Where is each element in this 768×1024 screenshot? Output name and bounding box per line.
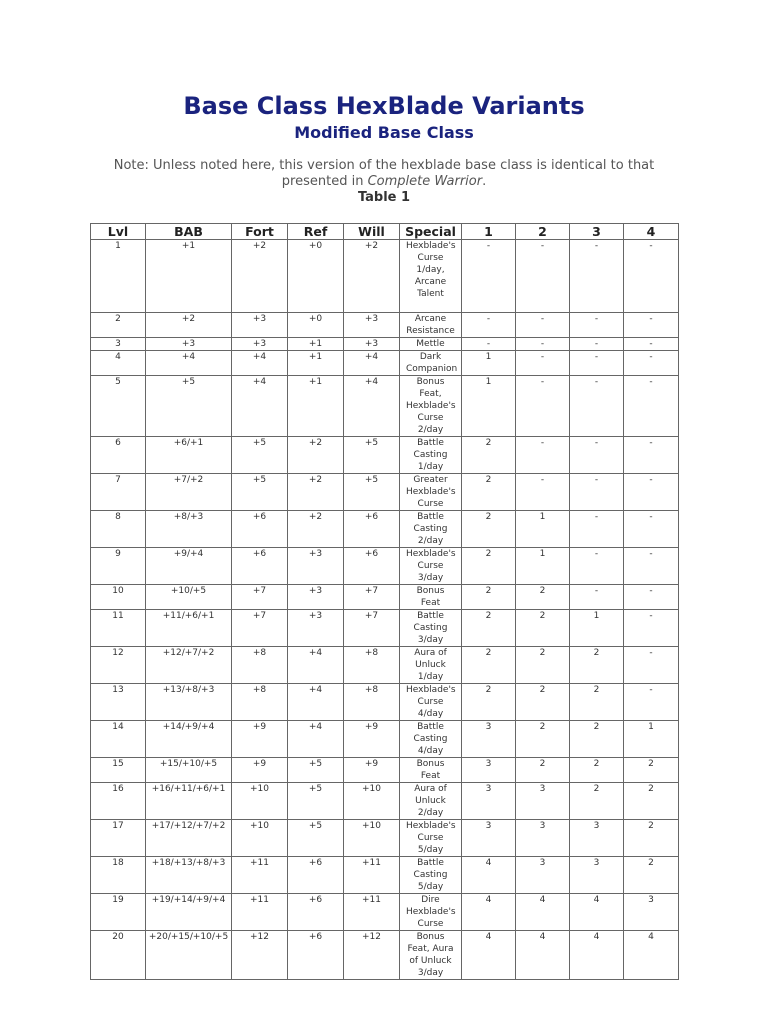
column-header-special: Special — [400, 224, 462, 240]
cell-ref: +4 — [288, 721, 344, 758]
cell-ref: +5 — [288, 783, 344, 820]
column-header-will: Will — [344, 224, 400, 240]
cell-ref: +2 — [288, 437, 344, 474]
cell-slot-2: 1 — [516, 548, 570, 585]
cell-bab: +16/+11/+6/+1 — [146, 783, 232, 820]
table-row — [91, 240, 679, 313]
cell-slot-4: - — [624, 610, 679, 647]
cell-slot-1: - — [462, 338, 516, 351]
cell-special: Aura of Unluck 1/day — [400, 647, 462, 684]
cell-slot-4: - — [624, 351, 679, 376]
cell-slot-2: - — [516, 338, 570, 351]
cell-fort: +7 — [232, 610, 288, 647]
cell-slot-2: 2 — [516, 721, 570, 758]
cell-slot-1: 3 — [462, 758, 516, 783]
cell-ref: +2 — [288, 474, 344, 511]
cell-fort: +6 — [232, 511, 288, 548]
cell-bab: +20/+15/+10/+5 — [146, 931, 232, 980]
table-row — [91, 338, 679, 351]
cell-will: +4 — [344, 351, 400, 376]
table-body — [91, 240, 679, 980]
cell-slot-1: - — [462, 240, 516, 313]
table-row — [91, 931, 679, 980]
note-paragraph — [112, 158, 656, 190]
table-row — [91, 647, 679, 684]
cell-special: Bonus Feat — [400, 585, 462, 610]
note-suffix: . — [482, 174, 487, 189]
cell-slot-1: 2 — [462, 474, 516, 511]
cell-fort: +12 — [232, 931, 288, 980]
cell-special: Arcane Resistance — [400, 313, 462, 338]
cell-slot-3: - — [570, 240, 624, 313]
cell-slot-1: 2 — [462, 585, 516, 610]
cell-fort: +9 — [232, 721, 288, 758]
cell-ref: +2 — [288, 511, 344, 548]
table-row — [91, 610, 679, 647]
cell-will: +5 — [344, 437, 400, 474]
cell-slot-3: 3 — [570, 857, 624, 894]
cell-slot-3: - — [570, 376, 624, 437]
cell-ref: +1 — [288, 338, 344, 351]
cell-fort: +3 — [232, 338, 288, 351]
cell-lvl: 3 — [91, 338, 146, 351]
table-caption: Table 1 — [357, 190, 411, 205]
cell-bab: +17/+12/+7/+2 — [146, 820, 232, 857]
cell-special: Bonus Feat, Aura of Unluck 3/day — [400, 931, 462, 980]
cell-slot-3: - — [570, 474, 624, 511]
cell-slot-3: - — [570, 351, 624, 376]
cell-special: Dark Companion — [400, 351, 462, 376]
cell-slot-2: 2 — [516, 684, 570, 721]
cell-will: +8 — [344, 684, 400, 721]
cell-will: +8 — [344, 647, 400, 684]
cell-fort: +4 — [232, 351, 288, 376]
cell-special: Aura of Unluck 2/day — [400, 783, 462, 820]
cell-will: +11 — [344, 857, 400, 894]
page-subtitle: Modified Base Class — [294, 123, 474, 142]
cell-will: +10 — [344, 783, 400, 820]
cell-ref: +6 — [288, 894, 344, 931]
table-row — [91, 313, 679, 338]
table-row — [91, 474, 679, 511]
cell-slot-1: 3 — [462, 721, 516, 758]
cell-slot-2: 3 — [516, 857, 570, 894]
cell-slot-4: 2 — [624, 783, 679, 820]
cell-fort: +9 — [232, 758, 288, 783]
cell-lvl: 19 — [91, 894, 146, 931]
cell-slot-1: 4 — [462, 894, 516, 931]
cell-slot-2: - — [516, 240, 570, 313]
cell-fort: +11 — [232, 894, 288, 931]
cell-slot-2: 3 — [516, 820, 570, 857]
cell-special: Battle Casting 5/day — [400, 857, 462, 894]
cell-lvl: 12 — [91, 647, 146, 684]
cell-bab: +14/+9/+4 — [146, 721, 232, 758]
column-header-slot-3: 3 — [570, 224, 624, 240]
cell-ref: +0 — [288, 313, 344, 338]
cell-slot-3: - — [570, 548, 624, 585]
cell-ref: +1 — [288, 376, 344, 437]
cell-slot-3: - — [570, 437, 624, 474]
cell-will: +11 — [344, 894, 400, 931]
cell-bab: +10/+5 — [146, 585, 232, 610]
cell-ref: +5 — [288, 820, 344, 857]
table-row — [91, 758, 679, 783]
cell-ref: +3 — [288, 585, 344, 610]
cell-lvl: 8 — [91, 511, 146, 548]
cell-slot-2: 3 — [516, 783, 570, 820]
cell-will: +6 — [344, 511, 400, 548]
cell-slot-3: 1 — [570, 610, 624, 647]
cell-special: Battle Casting 1/day — [400, 437, 462, 474]
cell-will: +7 — [344, 610, 400, 647]
class-progression-table — [90, 223, 679, 980]
cell-lvl: 20 — [91, 931, 146, 980]
cell-slot-4: 3 — [624, 894, 679, 931]
cell-fort: +7 — [232, 585, 288, 610]
cell-slot-4: - — [624, 474, 679, 511]
cell-slot-4: - — [624, 585, 679, 610]
cell-fort: +5 — [232, 437, 288, 474]
cell-bab: +6/+1 — [146, 437, 232, 474]
cell-lvl: 10 — [91, 585, 146, 610]
cell-slot-1: 2 — [462, 684, 516, 721]
cell-slot-2: - — [516, 437, 570, 474]
cell-slot-1: 2 — [462, 647, 516, 684]
cell-lvl: 15 — [91, 758, 146, 783]
table-row — [91, 894, 679, 931]
cell-slot-3: 4 — [570, 931, 624, 980]
cell-fort: +5 — [232, 474, 288, 511]
cell-bab: +11/+6/+1 — [146, 610, 232, 647]
cell-lvl: 17 — [91, 820, 146, 857]
cell-slot-4: 1 — [624, 721, 679, 758]
cell-ref: +3 — [288, 548, 344, 585]
cell-special: Bonus Feat, Hexblade's Curse 2/day — [400, 376, 462, 437]
cell-special: Hexblade's Curse 5/day — [400, 820, 462, 857]
cell-fort: +6 — [232, 548, 288, 585]
cell-ref: +4 — [288, 684, 344, 721]
cell-slot-4: - — [624, 240, 679, 313]
cell-will: +2 — [344, 240, 400, 313]
cell-slot-3: 4 — [570, 894, 624, 931]
table-row — [91, 585, 679, 610]
cell-lvl: 7 — [91, 474, 146, 511]
cell-will: +3 — [344, 313, 400, 338]
cell-slot-4: - — [624, 313, 679, 338]
cell-special: Hexblade's Curse 1/day, Arcane Talent — [400, 240, 462, 313]
cell-slot-3: - — [570, 313, 624, 338]
cell-fort: +10 — [232, 783, 288, 820]
cell-special: Battle Casting 4/day — [400, 721, 462, 758]
cell-bab: +19/+14/+9/+4 — [146, 894, 232, 931]
cell-slot-1: 1 — [462, 376, 516, 437]
cell-bab: +18/+13/+8/+3 — [146, 857, 232, 894]
cell-special: Battle Casting 3/day — [400, 610, 462, 647]
cell-bab: +3 — [146, 338, 232, 351]
table-row — [91, 820, 679, 857]
table-row — [91, 437, 679, 474]
note-book-title: Complete Warrior — [367, 174, 483, 189]
cell-slot-2: 2 — [516, 647, 570, 684]
cell-slot-2: 4 — [516, 894, 570, 931]
note-text: Note: Unless noted here, this version of the hexblade base class is identical to that presented in — [113, 158, 655, 189]
cell-slot-3: 2 — [570, 783, 624, 820]
cell-slot-3: - — [570, 585, 624, 610]
cell-fort: +2 — [232, 240, 288, 313]
cell-lvl: 18 — [91, 857, 146, 894]
page-title: Base Class HexBlade Variants — [183, 92, 585, 120]
cell-ref: +3 — [288, 610, 344, 647]
cell-slot-4: - — [624, 511, 679, 548]
table-row — [91, 721, 679, 758]
column-header-fort: Fort — [232, 224, 288, 240]
column-header-slot-4: 4 — [624, 224, 679, 240]
cell-special: Hexblade's Curse 3/day — [400, 548, 462, 585]
table-row — [91, 548, 679, 585]
cell-lvl: 5 — [91, 376, 146, 437]
cell-bab: +5 — [146, 376, 232, 437]
cell-slot-2: - — [516, 474, 570, 511]
cell-slot-4: - — [624, 684, 679, 721]
cell-bab: +7/+2 — [146, 474, 232, 511]
cell-slot-3: - — [570, 338, 624, 351]
cell-ref: +1 — [288, 351, 344, 376]
cell-slot-1: 2 — [462, 511, 516, 548]
table-row — [91, 783, 679, 820]
cell-ref: +6 — [288, 857, 344, 894]
cell-slot-4: 2 — [624, 820, 679, 857]
cell-bab: +15/+10/+5 — [146, 758, 232, 783]
cell-lvl: 1 — [91, 240, 146, 313]
cell-slot-3: 2 — [570, 721, 624, 758]
cell-slot-1: 3 — [462, 820, 516, 857]
cell-slot-1: 2 — [462, 548, 516, 585]
cell-fort: +10 — [232, 820, 288, 857]
cell-slot-4: - — [624, 437, 679, 474]
table-header-row — [91, 224, 679, 240]
cell-slot-1: - — [462, 313, 516, 338]
cell-will: +7 — [344, 585, 400, 610]
cell-slot-3: 3 — [570, 820, 624, 857]
column-header-slot-1: 1 — [462, 224, 516, 240]
cell-ref: +6 — [288, 931, 344, 980]
cell-lvl: 4 — [91, 351, 146, 376]
cell-slot-4: - — [624, 376, 679, 437]
cell-special: Mettle — [400, 338, 462, 351]
cell-lvl: 6 — [91, 437, 146, 474]
cell-fort: +4 — [232, 376, 288, 437]
cell-slot-3: 2 — [570, 647, 624, 684]
cell-bab: +8/+3 — [146, 511, 232, 548]
cell-special: Dire Hexblade's Curse — [400, 894, 462, 931]
cell-slot-1: 2 — [462, 437, 516, 474]
cell-slot-1: 2 — [462, 610, 516, 647]
cell-special: Hexblade's Curse 4/day — [400, 684, 462, 721]
cell-fort: +8 — [232, 684, 288, 721]
cell-will: +9 — [344, 758, 400, 783]
cell-special: Battle Casting 2/day — [400, 511, 462, 548]
cell-slot-4: - — [624, 548, 679, 585]
cell-slot-2: 1 — [516, 511, 570, 548]
cell-lvl: 2 — [91, 313, 146, 338]
cell-fort: +3 — [232, 313, 288, 338]
cell-lvl: 13 — [91, 684, 146, 721]
table-row — [91, 684, 679, 721]
cell-slot-1: 1 — [462, 351, 516, 376]
cell-lvl: 14 — [91, 721, 146, 758]
cell-slot-4: - — [624, 647, 679, 684]
cell-bab: +1 — [146, 240, 232, 313]
table-row — [91, 351, 679, 376]
cell-slot-4: 2 — [624, 857, 679, 894]
cell-fort: +11 — [232, 857, 288, 894]
cell-ref: +0 — [288, 240, 344, 313]
cell-ref: +5 — [288, 758, 344, 783]
cell-slot-4: - — [624, 338, 679, 351]
cell-slot-1: 4 — [462, 931, 516, 980]
cell-will: +10 — [344, 820, 400, 857]
cell-slot-4: 4 — [624, 931, 679, 980]
cell-special: Bonus Feat — [400, 758, 462, 783]
cell-lvl: 11 — [91, 610, 146, 647]
cell-will: +3 — [344, 338, 400, 351]
cell-lvl: 9 — [91, 548, 146, 585]
cell-slot-2: - — [516, 376, 570, 437]
cell-slot-2: 2 — [516, 610, 570, 647]
column-header-lvl: Lvl — [91, 224, 146, 240]
cell-bab: +12/+7/+2 — [146, 647, 232, 684]
cell-will: +9 — [344, 721, 400, 758]
cell-special: Greater Hexblade's Curse — [400, 474, 462, 511]
cell-bab: +9/+4 — [146, 548, 232, 585]
table-row — [91, 511, 679, 548]
cell-fort: +8 — [232, 647, 288, 684]
cell-slot-4: 2 — [624, 758, 679, 783]
cell-slot-3: 2 — [570, 684, 624, 721]
cell-slot-3: 2 — [570, 758, 624, 783]
cell-slot-2: 2 — [516, 758, 570, 783]
cell-slot-1: 4 — [462, 857, 516, 894]
cell-bab: +4 — [146, 351, 232, 376]
cell-lvl: 16 — [91, 783, 146, 820]
cell-slot-2: 4 — [516, 931, 570, 980]
cell-will: +5 — [344, 474, 400, 511]
cell-will: +4 — [344, 376, 400, 437]
column-header-slot-2: 2 — [516, 224, 570, 240]
cell-bab: +13/+8/+3 — [146, 684, 232, 721]
cell-slot-3: - — [570, 511, 624, 548]
cell-slot-1: 3 — [462, 783, 516, 820]
table-row — [91, 857, 679, 894]
cell-will: +12 — [344, 931, 400, 980]
cell-will: +6 — [344, 548, 400, 585]
cell-ref: +4 — [288, 647, 344, 684]
cell-bab: +2 — [146, 313, 232, 338]
column-header-bab: BAB — [146, 224, 232, 240]
table-row — [91, 376, 679, 437]
cell-slot-2: - — [516, 351, 570, 376]
cell-slot-2: 2 — [516, 585, 570, 610]
cell-slot-2: - — [516, 313, 570, 338]
column-header-ref: Ref — [288, 224, 344, 240]
